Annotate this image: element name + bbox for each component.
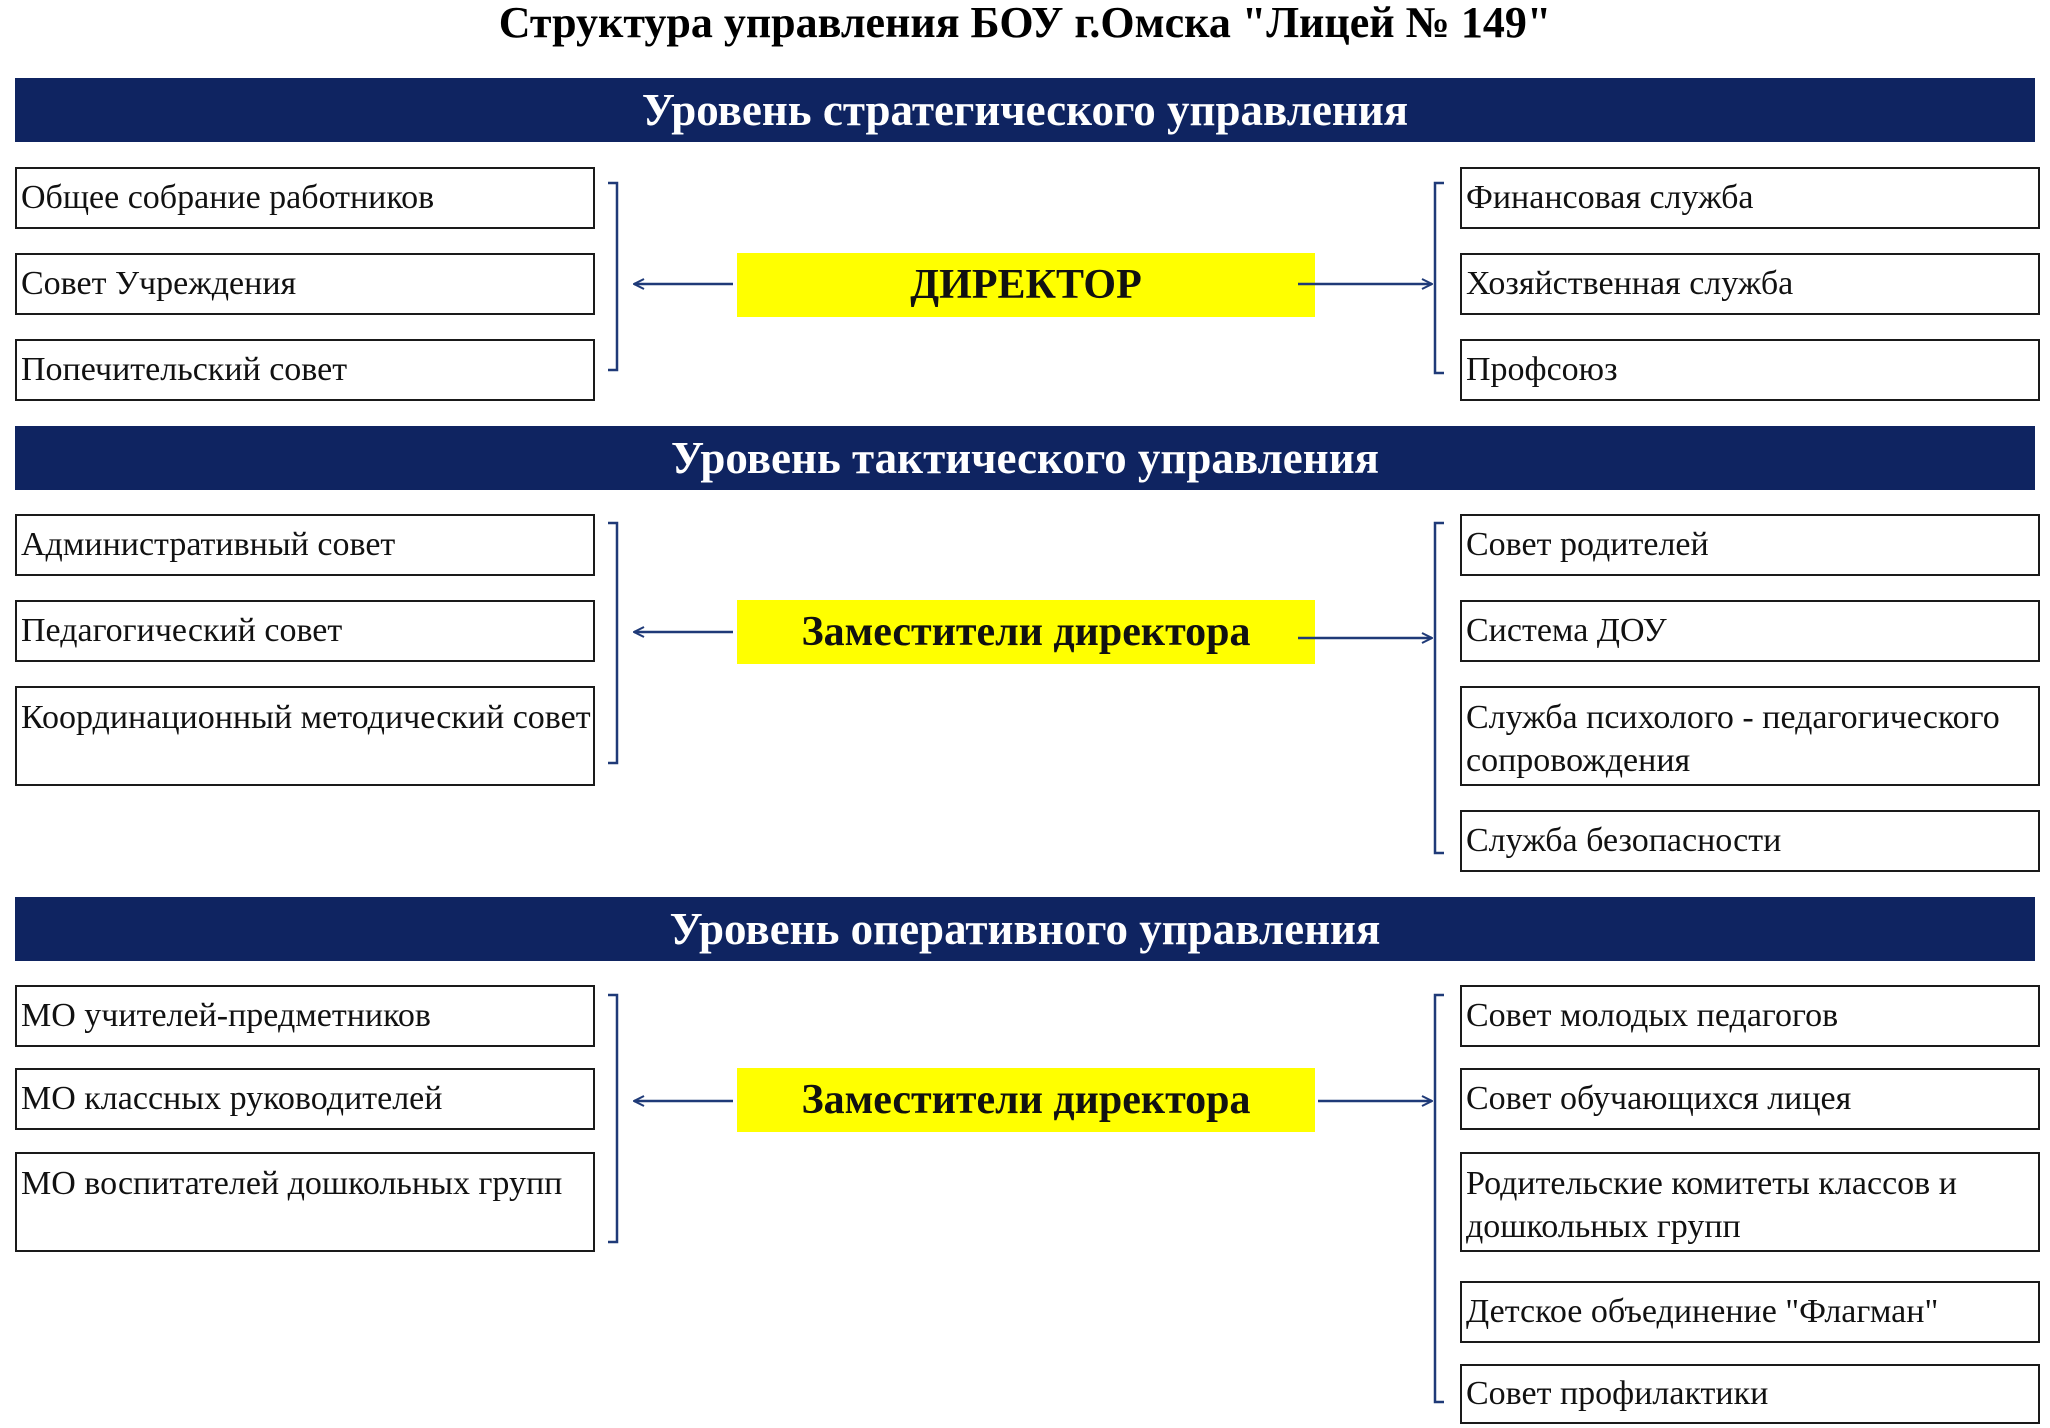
left-bracket-2: [608, 523, 617, 763]
center-director: ДИРЕКТОР: [737, 253, 1315, 317]
left-item-preschool-educators-mo: МО воспитателей дошкольных групп: [15, 1152, 595, 1252]
right-item-prevention-council: Совет профилактики: [1460, 1364, 2040, 1424]
right-item-young-teachers-council: Совет молодых педагогов: [1460, 985, 2040, 1047]
left-bracket-1: [608, 183, 617, 370]
left-item-administrative-council: Административный совет: [15, 514, 595, 576]
level-heading-operational: Уровень оперативного управления: [15, 897, 2035, 961]
left-item-institution-council: Совет Учреждения: [15, 253, 595, 315]
left-item-subject-teachers-mo: МО учителей-предметников: [15, 985, 595, 1047]
right-item-students-council: Совет обучающихся лицея: [1460, 1068, 2040, 1130]
right-bracket-3: [1435, 995, 1444, 1402]
right-bracket-2: [1435, 523, 1444, 853]
right-item-flagman: Детское объединение "Флагман": [1460, 1281, 2040, 1343]
right-item-trade-union: Профсоюз: [1460, 339, 2040, 401]
right-item-psych-service: Служба психолого - педагогического сопровождения: [1460, 686, 2040, 786]
right-item-parent-committees: Родительские комитеты классов и дошкольных групп: [1460, 1152, 2040, 1252]
right-item-security-service: Служба безопасности: [1460, 810, 2040, 872]
center-deputies-operational: Заместители директора: [737, 1068, 1315, 1132]
right-item-finance: Финансовая служба: [1460, 167, 2040, 229]
level-heading-strategic: Уровень стратегического управления: [15, 78, 2035, 142]
center-deputies-tactical: Заместители директора: [737, 600, 1315, 664]
page-title: Структура управления БОУ г.Омска "Лицей № 149": [498, 0, 1552, 47]
left-bracket-3: [608, 995, 617, 1242]
right-bracket-1: [1435, 183, 1444, 373]
left-item-pedagogical-council: Педагогический совет: [15, 600, 595, 662]
left-item-general-meeting: Общее собрание работников: [15, 167, 595, 229]
right-item-dou-system: Система ДОУ: [1460, 600, 2040, 662]
left-item-board-of-trustees: Попечительский совет: [15, 339, 595, 401]
left-item-class-teachers-mo: МО классных руководителей: [15, 1068, 595, 1130]
right-item-maintenance: Хозяйственная служба: [1460, 253, 2040, 315]
left-item-methodical-council: Координационный методический совет: [15, 686, 595, 786]
right-item-parents-council: Совет родителей: [1460, 514, 2040, 576]
level-heading-tactical: Уровень тактического управления: [15, 426, 2035, 490]
